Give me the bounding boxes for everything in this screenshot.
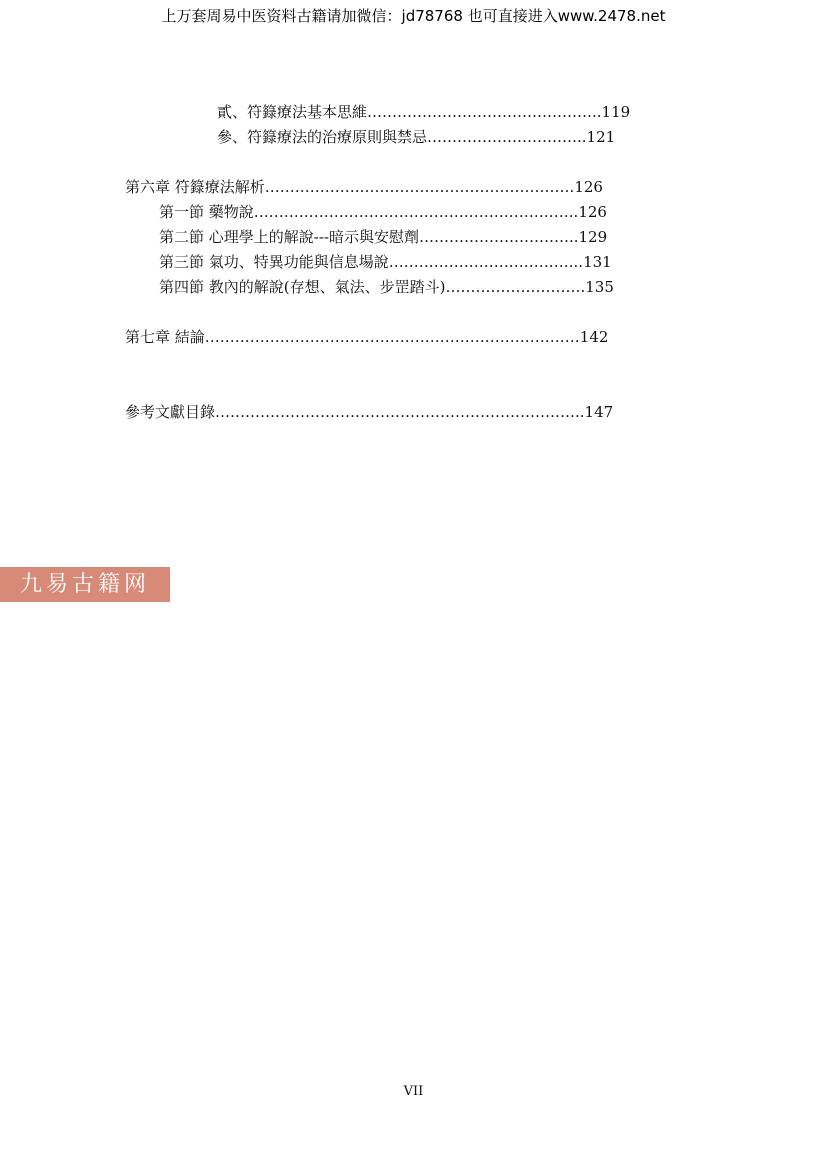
toc-entry-page: 126 xyxy=(578,203,607,221)
toc-entry-title: 第七章 結論………………………………………………………………… xyxy=(125,328,580,346)
toc-entry-page: 129 xyxy=(578,228,608,246)
toc-entry-title: 參、符籙療法的治療原則與禁忌………………………….. xyxy=(217,128,587,146)
toc-entry-title: 第四節 教內的解說(存想、氣法、步罡踏斗)………………………. xyxy=(159,278,586,296)
toc-chapter xyxy=(125,177,651,197)
toc-entry-page: 142 xyxy=(579,328,609,346)
toc-entry-page: 135 xyxy=(585,278,614,296)
toc-entry-title: 參考文獻目錄……………………………………………………………….. xyxy=(125,403,585,421)
toc-entry xyxy=(217,102,650,122)
toc-entry-page: 131 xyxy=(583,253,612,271)
header-banner: 上万套周易中医资料古籍请加微信：jd78768 也可直接进入www.2478.net xyxy=(161,7,666,25)
toc-entry-page: 147 xyxy=(584,403,614,421)
toc-chapter xyxy=(125,327,660,347)
toc-entry xyxy=(159,202,651,222)
toc-entry-page: 119 xyxy=(601,103,631,121)
toc-entry-title: 第一節 藥物說……………………………………………………….. xyxy=(159,203,579,221)
toc-entry xyxy=(159,277,657,297)
toc-entry-page: 121 xyxy=(586,128,616,146)
toc-entry-title: 第六章 符籙療法解析……………….……………………………………. xyxy=(125,178,575,196)
toc-entry xyxy=(217,127,650,147)
toc-chapter xyxy=(125,402,660,422)
toc-entry xyxy=(159,227,651,247)
watermark-logo: 九易古籍网 xyxy=(0,567,170,602)
toc-entry-title: 第三節 氣功、特異功能與信息場說………………………………... xyxy=(159,253,584,271)
page-number: VII xyxy=(403,1084,424,1099)
toc-entry xyxy=(159,252,655,272)
toc-entry-title: 第二節 心理學上的解說---暗示與安慰劑………………………….. xyxy=(159,228,579,246)
toc-entry-title: 貳、符籙療法基本思維……………………………………….. xyxy=(217,103,602,121)
toc-entry-page: 126 xyxy=(574,178,603,196)
